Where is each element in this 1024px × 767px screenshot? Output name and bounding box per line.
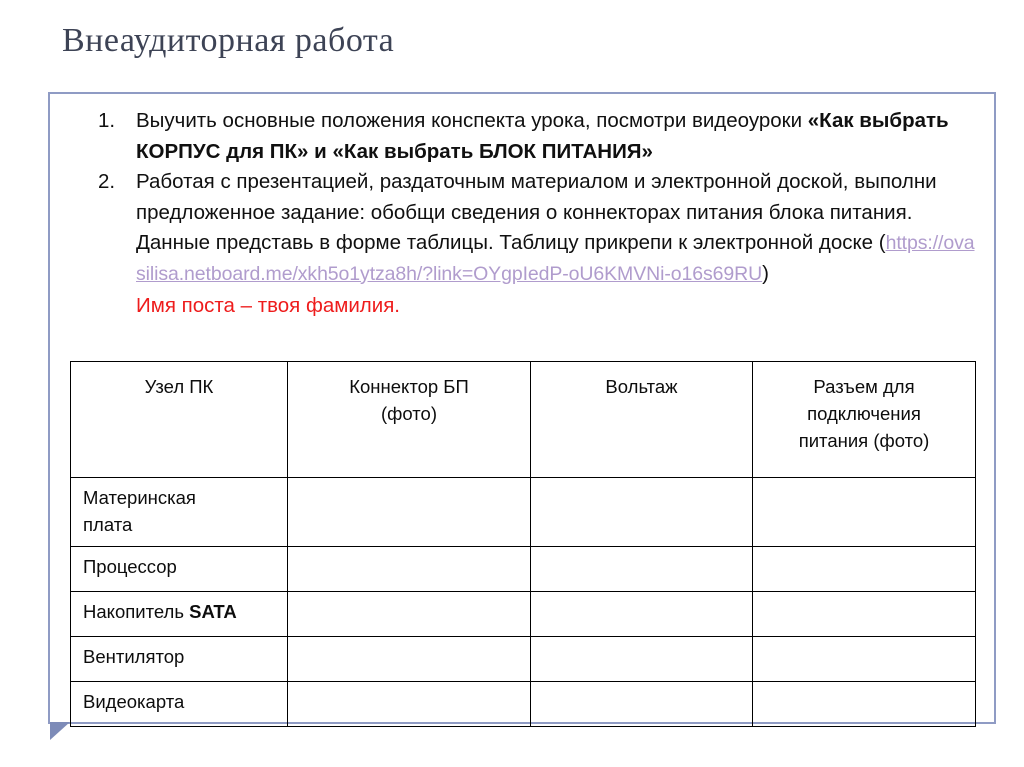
netboard-hyperlink[interactable]: https://ovasilisa.netboard.me/xkh5o1ytza8h/?link=OYgpIedP-oU6KMVNi-o16s69RU xyxy=(136,232,975,285)
table-column-header-line: Узел ПК xyxy=(144,376,214,397)
table-cell-voltage xyxy=(531,478,753,547)
task-item xyxy=(98,167,978,289)
task-number: 1. xyxy=(98,109,116,132)
cell-text-bold: SATA xyxy=(189,601,237,622)
table-cell-connector xyxy=(288,478,531,547)
cell-text-plain: Вентилятор xyxy=(83,646,185,667)
task-number: 2. xyxy=(98,170,116,193)
table-column-header-line: Коннектор БП xyxy=(349,376,469,397)
table-cell-component xyxy=(71,637,288,682)
table-column-header-line: (фото) xyxy=(381,403,437,424)
task-text-plain: Работая с презентацией, раздаточным материалом и электронной доской, выполни предложенное задание: обобщи сведения о коннекторах питания блока питания. Данные представь в форме таблицы. Таблицу прикрепи к электронной доске ( xyxy=(136,170,937,254)
table-column-header-line: Разъем для xyxy=(813,376,915,397)
table-row xyxy=(71,547,976,592)
connectors-table xyxy=(70,361,976,727)
task-item xyxy=(98,106,978,167)
table-row xyxy=(71,478,976,547)
table-column-header xyxy=(71,362,288,478)
table-header xyxy=(71,362,976,478)
table-cell-socket xyxy=(753,592,976,637)
task-list xyxy=(98,106,978,322)
callout-tail-icon xyxy=(50,722,70,740)
table-row xyxy=(71,637,976,682)
table-column-header-line: подключения xyxy=(807,403,921,424)
table-body xyxy=(71,478,976,727)
page-title: Внеаудиторная работа xyxy=(62,22,395,59)
table-column-header xyxy=(531,362,753,478)
table-cell-voltage xyxy=(531,637,753,682)
table-cell-connector xyxy=(288,682,531,727)
table-cell-socket xyxy=(753,682,976,727)
cell-text-plain: Видеокарта xyxy=(83,691,185,712)
table-cell-connector xyxy=(288,637,531,682)
table-cell-component xyxy=(71,478,288,547)
table-cell-component xyxy=(71,682,288,727)
table-column-header-line: Вольтаж xyxy=(605,376,678,397)
table-header-row xyxy=(71,362,976,478)
table-cell-voltage xyxy=(531,592,753,637)
table-cell-voltage xyxy=(531,682,753,727)
cell-text-plain: Процессор xyxy=(83,556,177,577)
content-callout-frame xyxy=(48,92,996,724)
task-text-bold: «Как выбрать КОРПУС для ПК» и «Как выбрать БЛОК ПИТАНИЯ» xyxy=(136,109,949,163)
cell-text-plain: Материнская плата xyxy=(83,487,196,535)
table-column-header-line: питания (фото) xyxy=(798,430,930,451)
table-cell-connector xyxy=(288,547,531,592)
task-text xyxy=(136,167,978,289)
task-text-plain: Выучить основные положения конспекта урока, посмотри видеоуроки xyxy=(136,109,808,132)
table-cell-socket xyxy=(753,547,976,592)
table-cell-socket xyxy=(753,478,976,547)
table-column-header xyxy=(288,362,531,478)
table-row xyxy=(71,592,976,637)
table-column-header xyxy=(753,362,976,478)
table-cell-voltage xyxy=(531,547,753,592)
task-text xyxy=(136,106,978,167)
task-text-plain: ) xyxy=(762,261,769,285)
table-cell-component xyxy=(71,592,288,637)
table-cell-socket xyxy=(753,637,976,682)
table-row xyxy=(71,682,976,727)
cell-text-plain: Накопитель xyxy=(83,601,190,622)
red-note-text: Имя поста – твоя фамилия. xyxy=(136,294,400,317)
table-cell-connector xyxy=(288,592,531,637)
table-cell-component xyxy=(71,547,288,592)
